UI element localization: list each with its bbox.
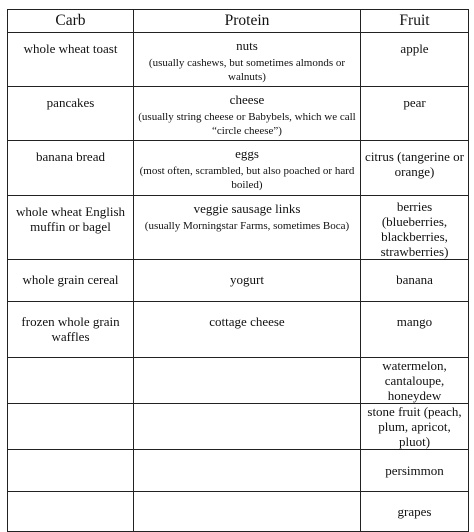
fruit-cell: apple <box>361 33 469 87</box>
protein-cell <box>134 33 361 87</box>
table-row <box>8 141 469 196</box>
protein-item: eggs <box>235 146 259 161</box>
carb-cell: whole wheat toast <box>8 33 134 87</box>
protein-note: (usually cashews, but sometimes almonds or walnuts) <box>148 57 346 83</box>
protein-note: (usually string cheese or Babybels, which we call “circle cheese”) <box>138 111 356 137</box>
protein-cell: yogurt <box>134 260 361 302</box>
header-row <box>8 10 469 33</box>
table-row <box>8 33 469 87</box>
fruit-cell: persimmon <box>361 450 469 492</box>
protein-cell <box>134 196 361 260</box>
fruit-cell: berries (blueberries, blackberries, strawberries) <box>361 196 469 260</box>
protein-item: veggie sausage links <box>193 201 301 216</box>
protein-item: nuts <box>236 38 258 53</box>
carb-cell: whole grain cereal <box>8 260 134 302</box>
protein-cell <box>134 358 361 404</box>
protein-note: (most often, scrambled, but also poached or hard boiled) <box>139 165 355 191</box>
table-row <box>8 492 469 532</box>
header-fruit: Fruit <box>361 10 469 33</box>
fruit-cell: banana <box>361 260 469 302</box>
protein-cell <box>134 492 361 532</box>
protein-cell: cottage cheese <box>134 302 361 358</box>
carb-cell <box>8 492 134 532</box>
table-row <box>8 302 469 358</box>
table-row <box>8 260 469 302</box>
fruit-cell: watermelon, cantaloupe, honeydew <box>361 358 469 404</box>
protein-cell <box>134 404 361 450</box>
table-row <box>8 404 469 450</box>
protein-item: cheese <box>229 92 265 107</box>
food-table <box>7 9 469 532</box>
carb-cell: frozen whole grain waffles <box>8 302 134 358</box>
table-row <box>8 358 469 404</box>
header-protein: Protein <box>134 10 361 33</box>
protein-cell <box>134 87 361 141</box>
table-row <box>8 87 469 141</box>
carb-cell: pancakes <box>8 87 134 141</box>
carb-cell: whole wheat English muffin or bagel <box>8 196 134 260</box>
fruit-cell: mango <box>361 302 469 358</box>
table-row <box>8 450 469 492</box>
carb-cell <box>8 404 134 450</box>
carb-cell <box>8 358 134 404</box>
protein-cell <box>134 141 361 196</box>
header-carb: Carb <box>8 10 134 33</box>
protein-note: (usually Morningstar Farms, sometimes Boca) <box>144 220 350 232</box>
carb-cell <box>8 450 134 492</box>
fruit-cell: grapes <box>361 492 469 532</box>
table-row <box>8 196 469 260</box>
fruit-cell: stone fruit (peach, plum, apricot, pluot) <box>361 404 469 450</box>
fruit-cell: citrus (tangerine or orange) <box>361 141 469 196</box>
protein-cell <box>134 450 361 492</box>
carb-cell: banana bread <box>8 141 134 196</box>
fruit-cell: pear <box>361 87 469 141</box>
